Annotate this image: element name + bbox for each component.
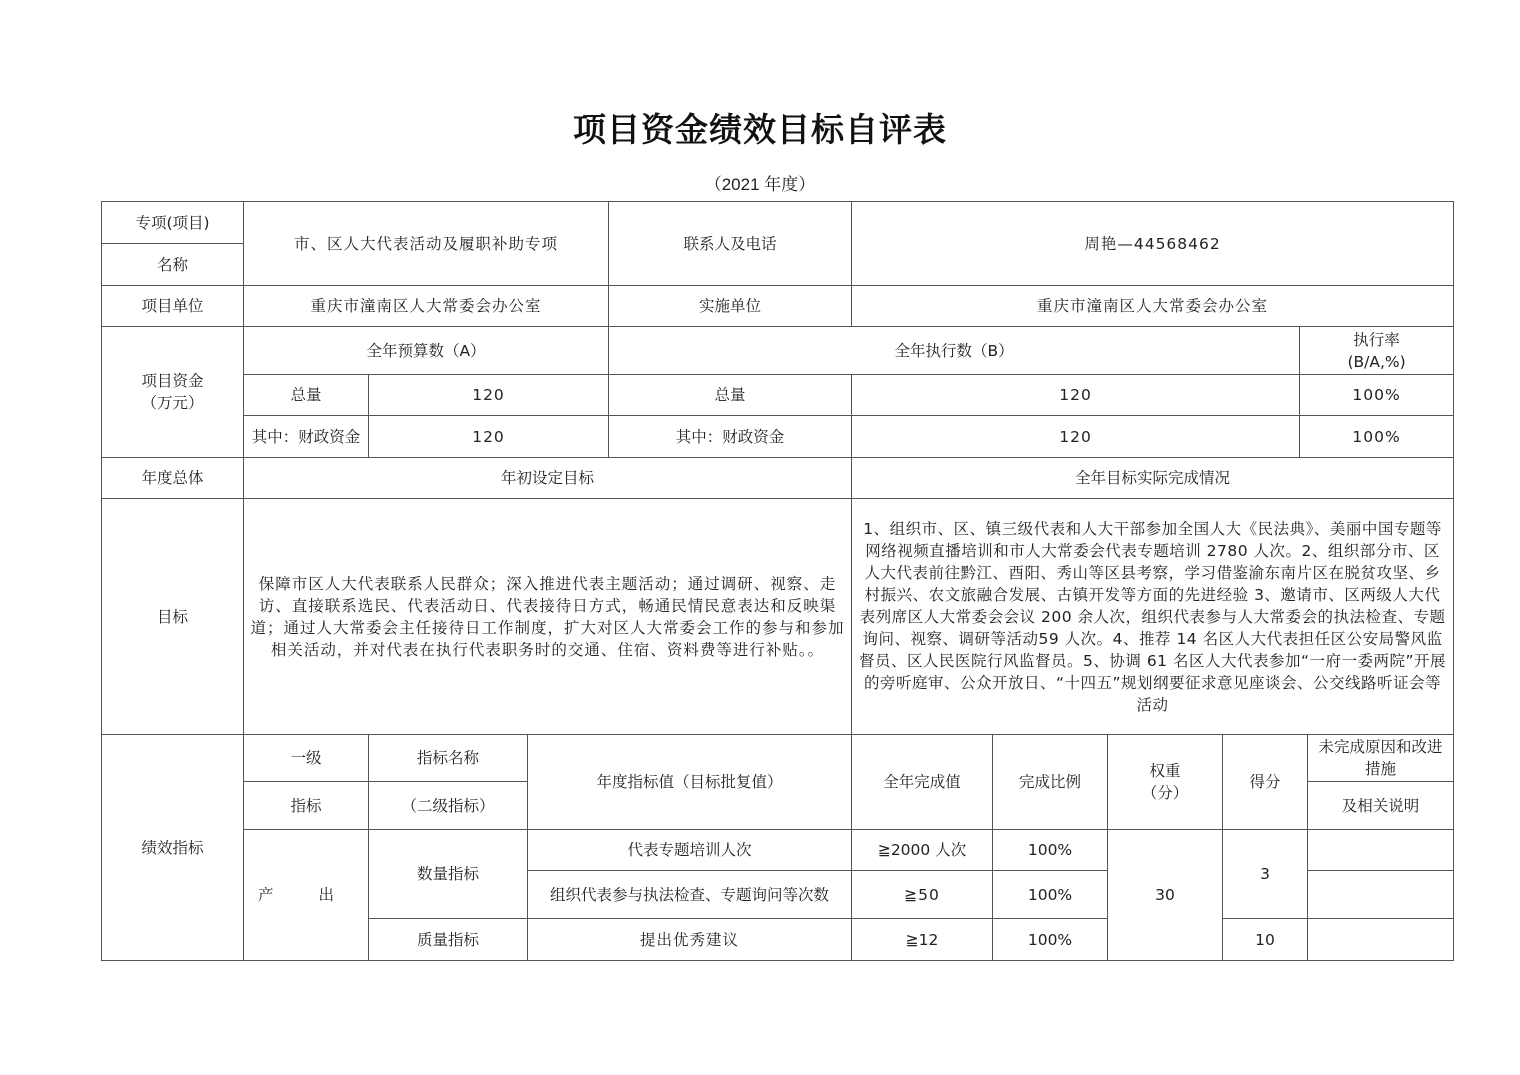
project-unit-value: 重庆市潼南区人大常委会办公室 [244, 286, 609, 327]
exec-total-value: 120 [852, 375, 1300, 416]
actual-value-header: 全年完成值 [852, 735, 993, 830]
evaluation-table [101, 201, 1454, 961]
output-weight: 30 [1108, 830, 1223, 961]
impl-unit-value: 重庆市潼南区人大常委会办公室 [852, 286, 1454, 327]
funds-label: 项目资金 （万元） [102, 327, 244, 458]
actual-inspection-count: ≧50 [852, 871, 993, 919]
actual-training-count: ≧2000 人次 [852, 830, 993, 871]
budget-header: 全年预算数（A） [244, 327, 609, 375]
output-category-label: 产 出 [258, 886, 354, 904]
impl-unit-label: 实施单位 [609, 286, 852, 327]
indicator-name-header-b: （二级指标） [369, 782, 528, 830]
level1-header-a: 一级 [244, 735, 369, 782]
target-value-header: 年度指标值（目标批复值） [528, 735, 852, 830]
project-name-label-2: 名称 [102, 244, 244, 286]
exec-fiscal-label: 其中：财政资金 [609, 416, 852, 458]
target-excellent-suggestions: 提出优秀建议 [528, 919, 852, 961]
indicators-section-label: 绩效指标 [102, 735, 244, 961]
quality-score: 10 [1223, 919, 1308, 961]
score-header: 得分 [1223, 735, 1308, 830]
reason-training-count [1308, 830, 1454, 871]
weight-header: 权重 （分） [1108, 735, 1223, 830]
level1-header-b: 指标 [244, 782, 369, 830]
rate-fiscal-value: 100% [1300, 416, 1454, 458]
page-title: 项目资金绩效目标自评表 [573, 110, 947, 149]
output-category [244, 830, 369, 961]
budget-fiscal-value: 120 [369, 416, 609, 458]
rate-header: 执行率 (B/A,%) [1300, 327, 1454, 375]
target-inspection-count: 组织代表参与执法检查、专题询问等次数 [528, 871, 852, 919]
contact-value: 周艳—44568462 [852, 202, 1454, 286]
ratio-header: 完成比例 [993, 735, 1108, 830]
exec-total-label: 总量 [609, 375, 852, 416]
budget-total-label: 总量 [244, 375, 369, 416]
actual-excellent-suggestions: ≧12 [852, 919, 993, 961]
project-name-label-1: 专项(项目) [102, 202, 244, 244]
reason-inspection-count [1308, 871, 1454, 919]
goal-label: 目标 [102, 499, 244, 735]
project-unit-label: 项目单位 [102, 286, 244, 327]
reason-header-b: 及相关说明 [1308, 782, 1454, 830]
quality-indicator-name: 质量指标 [369, 919, 528, 961]
reason-header-a: 未完成原因和改进措施 [1308, 735, 1454, 782]
exec-fiscal-value: 120 [852, 416, 1300, 458]
contact-label: 联系人及电话 [609, 202, 852, 286]
actual-goal-header: 全年目标实际完成情况 [852, 458, 1454, 499]
annual-overall-label: 年度总体 [102, 458, 244, 499]
project-name-value: 市、区人大代表活动及履职补助专项 [244, 202, 609, 286]
rate-total-value: 100% [1300, 375, 1454, 416]
target-training-count: 代表专题培训人次 [528, 830, 852, 871]
indicator-name-header-a: 指标名称 [369, 735, 528, 782]
ratio-inspection-count: 100% [993, 871, 1108, 919]
reason-excellent-suggestions [1308, 919, 1454, 961]
ratio-excellent-suggestions: 100% [993, 919, 1108, 961]
quantity-score: 3 [1223, 830, 1308, 919]
actual-goal-text: 1、组织市、区、镇三级代表和人大干部参加全国人大《民法典》、美丽中国专题等网络视频直播培训和市人大常委会代表专题培训 2780 人次。2、组织部分市、区人大代表前往黔江、酉阳、秀山等区县考察，学习借鉴渝东南片区在脱贫攻坚、乡村振兴、农文旅融合发展、古镇开发等方面的先进经验 3、邀请市、区两级人大代表列席区人大常委会会议 200 余人次，组织代表参与人大常委会的执法检查、专题询问、视察、调研等活动59 人次。4、推荐 14 名区人大代表担任区公安局警风监督员、区人民医院行风监督员。5、协调 61 名区人大代表参加“一府一委两院”开展的旁听庭审、公众开放日、“十四五”规划纲要征求意见座谈会、公交线路听证会等活动 [852, 499, 1454, 735]
set-goal-header: 年初设定目标 [244, 458, 852, 499]
year-subtitle: （2021 年度） [704, 175, 816, 194]
set-goal-text: 保障市区人大代表联系人民群众；深入推进代表主题活动；通过调研、视察、走访、直接联系选民、代表活动日、代表接待日方式，畅通民情民意表达和反映渠道；通过人大常委会主任接待日工作制度，扩大对区人大常委会工作的参与和参加相关活动，并对代表在执行代表职务时的交通、住宿、资料费等进行补贴。。 [244, 499, 852, 735]
budget-fiscal-label: 其中：财政资金 [244, 416, 369, 458]
exec-header: 全年执行数（B） [609, 327, 1300, 375]
budget-total-value: 120 [369, 375, 609, 416]
ratio-training-count: 100% [993, 830, 1108, 871]
quantity-indicator-name: 数量指标 [369, 830, 528, 919]
